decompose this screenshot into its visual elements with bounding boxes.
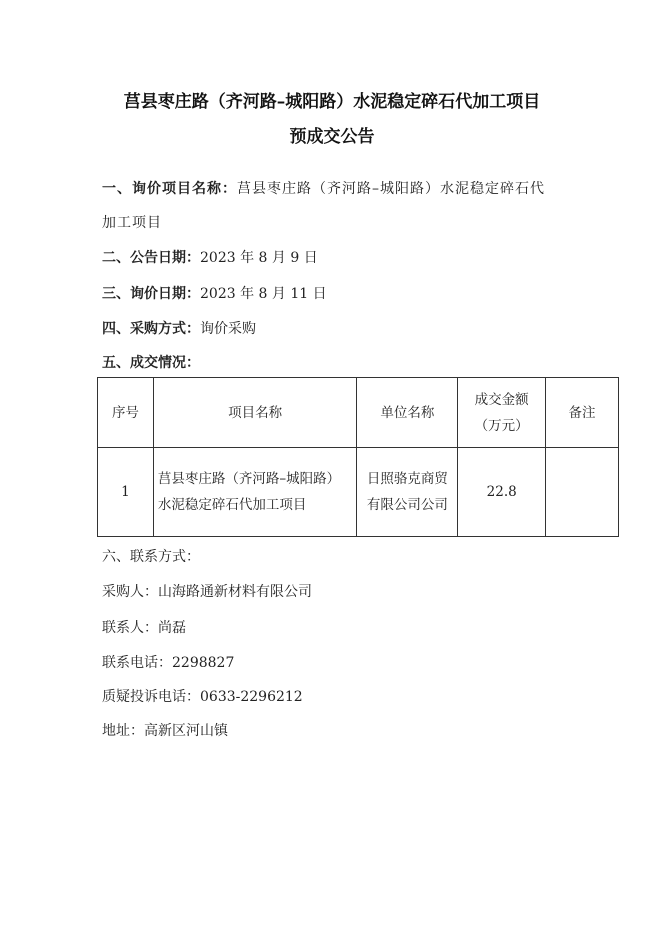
header-company: 单位名称 xyxy=(357,378,458,448)
section-project-name-cont: 加工项目 xyxy=(102,215,162,231)
header-remark: 备注 xyxy=(546,378,619,448)
section-procurement-method xyxy=(102,318,256,338)
contact-person: 联系人：尚磊 xyxy=(102,620,186,636)
cell-seq: 1 xyxy=(98,448,154,537)
cell-amount: 22.8 xyxy=(458,448,546,537)
contact-phone: 联系电话：2298827 xyxy=(102,655,235,671)
section-label: 二、公告日期： xyxy=(102,250,200,266)
header-amount xyxy=(458,378,546,448)
section-project-name xyxy=(102,178,545,198)
document-title: 莒县枣庄路（齐河路–城阳路）水泥稳定碎石代加工项目 xyxy=(123,92,541,112)
deal-table xyxy=(97,377,619,537)
section-label: 四、采购方式： xyxy=(102,321,200,337)
cell-company-line1: 日照骆克商贸 xyxy=(366,471,448,487)
table-row xyxy=(98,448,619,537)
header-amount-line1: 成交金额 xyxy=(474,391,529,408)
section-label: 五、成交情况： xyxy=(102,355,200,371)
section-value: 询价采购 xyxy=(200,321,256,337)
header-amount-line2: （万元） xyxy=(474,417,529,434)
header-seq: 序号 xyxy=(98,378,154,448)
section-contact xyxy=(102,546,200,566)
cell-project-line2: 水泥稳定碎石代加工项目 xyxy=(157,497,307,513)
cell-project xyxy=(153,448,357,537)
section-value: 2023 年 8 月 11 日 xyxy=(200,286,327,302)
cell-company-line2: 有限公司公司 xyxy=(366,497,448,513)
section-inquiry-date xyxy=(102,283,327,303)
table-header-row xyxy=(98,378,619,448)
section-label: 三、询价日期： xyxy=(102,286,200,302)
contact-complaint-phone: 质疑投诉电话：0633-2296212 xyxy=(102,689,303,705)
section-value: 2023 年 8 月 9 日 xyxy=(200,250,318,266)
section-deal-status xyxy=(102,352,200,372)
contact-buyer: 采购人：山海路通新材料有限公司 xyxy=(102,584,312,600)
contact-address: 地址：高新区河山镇 xyxy=(102,723,228,739)
section-label: 一、询价项目名称： xyxy=(102,181,237,197)
cell-project-line1: 莒县枣庄路（齐河路–城阳路） xyxy=(157,471,341,487)
document-subtitle: 预成交公告 xyxy=(289,127,375,147)
section-label: 六、联系方式： xyxy=(102,549,200,565)
cell-company xyxy=(357,448,458,537)
header-project: 项目名称 xyxy=(153,378,357,448)
cell-remark xyxy=(546,448,619,537)
section-announce-date xyxy=(102,247,318,267)
section-value: 莒县枣庄路（齐河路–城阳路）水泥稳定碎石代 xyxy=(237,181,545,197)
